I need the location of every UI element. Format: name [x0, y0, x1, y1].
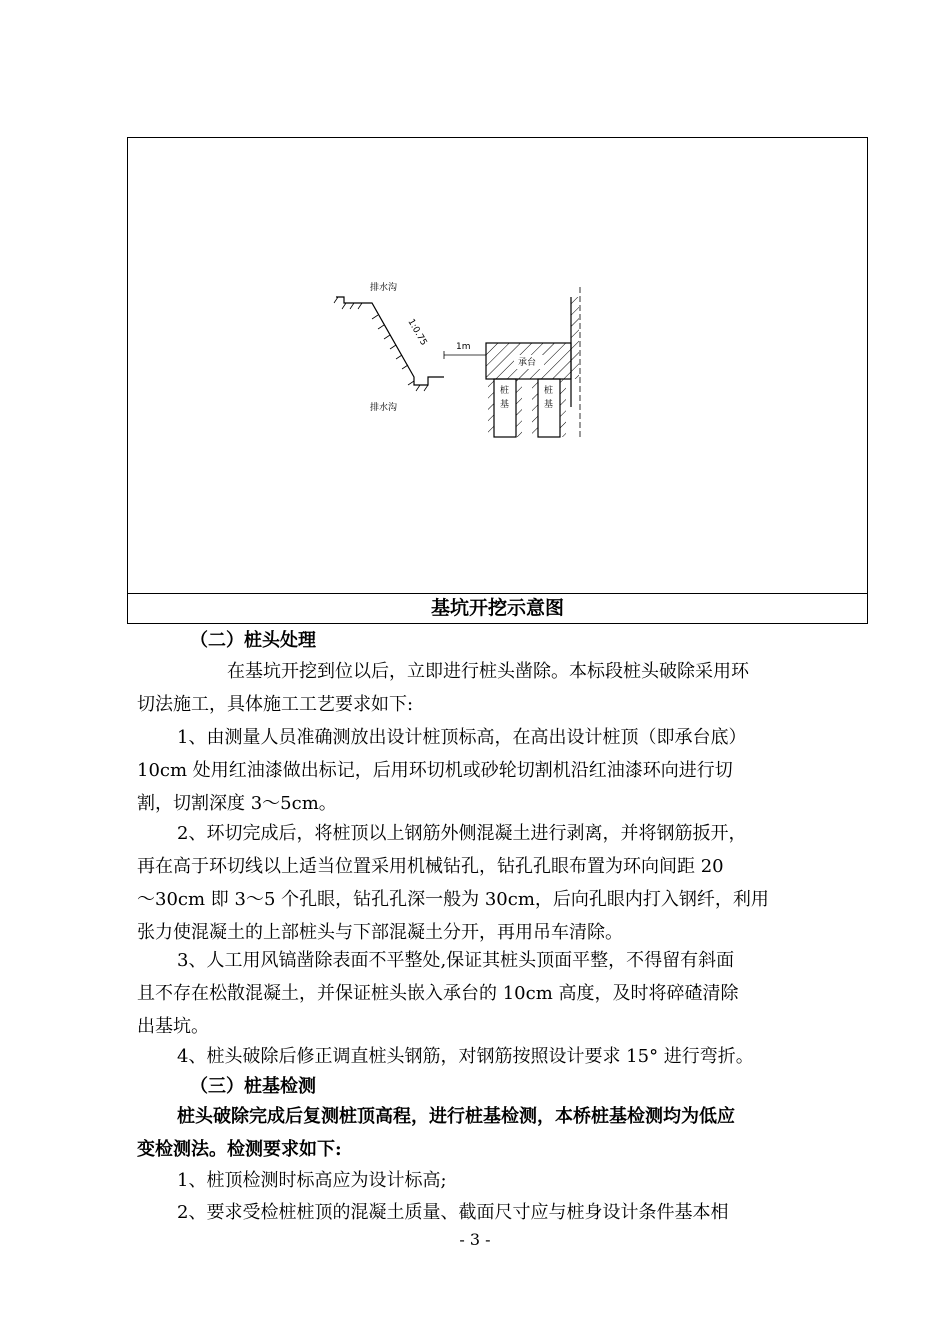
text-line: 桩头破除完成后复测桩顶高程，进行桩基检测，本桥桩基检测均为低应 — [177, 1106, 735, 1127]
section2-paragraph-3 — [137, 817, 861, 949]
section3-paragraph-1 — [137, 1100, 861, 1166]
section2-paragraph-5 — [137, 1040, 861, 1073]
text-line: ～30cm 即 3～5 个孔眼，钻孔孔深一般为 30cm，后向孔眼内打入钢纤，利用 — [137, 889, 769, 910]
text-line: 割，切割深度 3～5cm。 — [137, 793, 337, 814]
text-line: 且不存在松散混凝土，并保证桩头嵌入承台的 10cm 高度，及时将碎碴清除 — [137, 983, 739, 1004]
label-pile-right-2: 基 — [544, 400, 554, 410]
label-cap: 承台 — [518, 358, 537, 368]
label-drain-bottom: 排水沟 — [370, 403, 398, 413]
text-line: 2、环切完成后，将桩顶以上钢筋外侧混凝土进行剥离，并将钢筋扳开， — [177, 823, 747, 844]
label-pile-right-1: 桩 — [544, 386, 554, 396]
label-drain-top: 排水沟 — [370, 283, 398, 293]
section2-paragraph-2 — [137, 721, 861, 820]
section3-paragraph-2 — [137, 1164, 861, 1197]
text-line: 4、桩头破除后修正调直桩头钢筋，对钢筋按照设计要求 15° 进行弯折。 — [177, 1046, 754, 1067]
excavation-diagram — [326, 277, 596, 577]
label-slope: 1:0.75 — [405, 317, 429, 348]
figure-area — [128, 138, 867, 594]
text-line: 在基坑开挖到位以后，立即进行桩头凿除。本标段桩头破除采用环 — [227, 661, 749, 682]
text-line: 2、要求受检桩桩顶的混凝土质量、截面尺寸应与桩身设计条件基本相 — [177, 1202, 729, 1223]
page-number: - 3 - — [459, 1230, 491, 1249]
text-line: 张力使混凝土的上部桩头与下部混凝土分开，再用吊车清除。 — [137, 922, 623, 943]
label-width: 1m — [456, 342, 471, 352]
text-line: 10cm 处用红油漆做出标记，后用环切机或砂轮切割机沿红油漆环向进行切 — [137, 760, 733, 781]
text-line: 出基坑。 — [137, 1016, 209, 1037]
text-line: 变检测法。检测要求如下: — [137, 1139, 342, 1160]
figure-frame — [127, 137, 868, 624]
section2-paragraph-4 — [137, 944, 861, 1043]
text-line: 1、由测量人员准确测放出设计桩顶标高，在高出设计桩顶（即承台底） — [177, 727, 747, 748]
text-line: 再在高于环切线以上适当位置采用机械钻孔，钻孔孔眼布置为环向间距 20 — [137, 856, 724, 877]
text-line: 3、人工用风镐凿除表面不平整处,保证其桩头顶面平整，不得留有斜面 — [177, 950, 735, 971]
section3-paragraph-3 — [137, 1196, 861, 1229]
section2-paragraph-1 — [137, 655, 861, 721]
text-line: 1、桩顶检测时标高应为设计标高; — [177, 1170, 447, 1191]
figure-caption: 基坑开挖示意图 — [430, 597, 564, 619]
label-pile-left-1: 桩 — [500, 386, 510, 396]
dimension-1m — [444, 351, 486, 359]
section3-heading: （三）桩基检测 — [190, 1076, 316, 1097]
section2-heading: （二）桩头处理 — [190, 630, 316, 651]
text-line: 切法施工，具体施工工艺要求如下: — [137, 694, 414, 715]
label-pile-left-2: 基 — [500, 400, 510, 410]
